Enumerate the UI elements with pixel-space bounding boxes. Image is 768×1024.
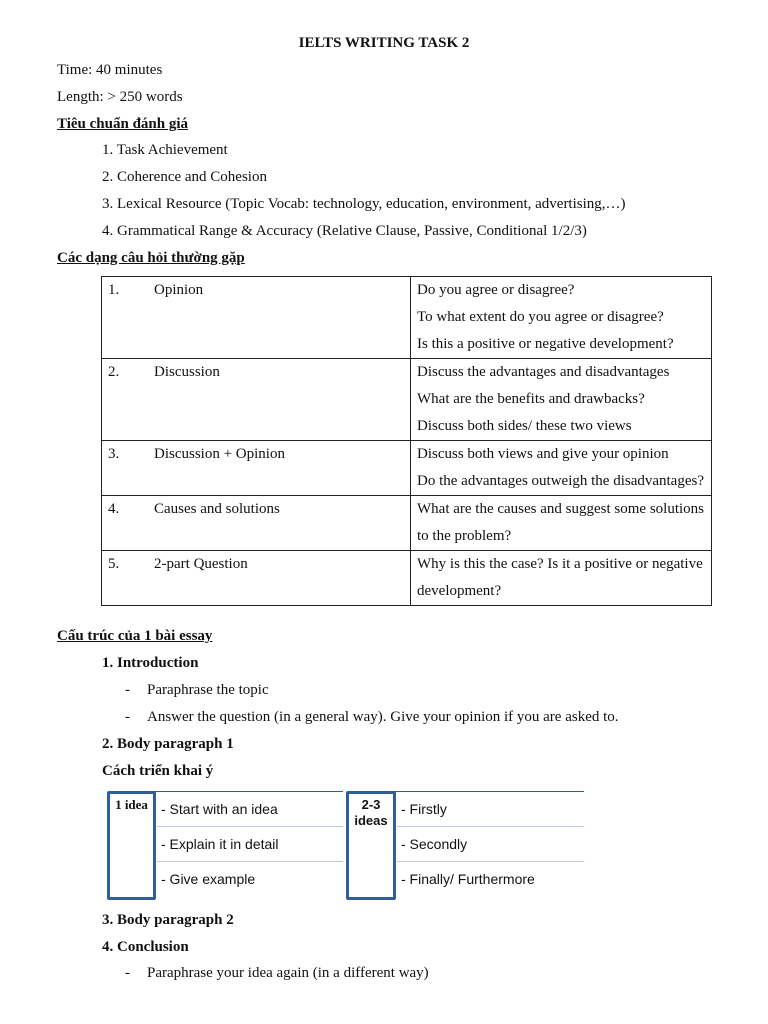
bullet-dash: - <box>125 965 130 981</box>
row-number: 1. <box>108 282 120 298</box>
question-type: Causes and solutions <box>154 501 280 517</box>
list-item: - Give example <box>161 871 256 887</box>
question-type: Discussion + Opinion <box>154 446 285 462</box>
question-type: Discussion <box>154 364 220 380</box>
row-number: 3. <box>108 446 120 462</box>
time-info: Time: 40 minutes <box>57 62 163 78</box>
length-info: Length: > 250 words <box>57 89 183 105</box>
row-number: 2. <box>108 364 120 380</box>
table-row <box>102 441 712 496</box>
table-row <box>102 359 712 441</box>
question-text: development? <box>417 583 502 599</box>
question-type: 2-part Question <box>154 556 248 572</box>
question-text: Is this a positive or negative development? <box>417 336 674 352</box>
introduction-label: 1. Introduction <box>102 655 199 671</box>
question-text: To what extent do you agree or disagree? <box>417 309 664 325</box>
question-text: Discuss both views and give your opinion <box>417 446 669 462</box>
question-types-heading: Các dạng câu hỏi thường gặp <box>57 250 245 266</box>
essay-structure-heading: Cấu trúc của 1 bài essay <box>57 628 213 644</box>
bullet-dash: - <box>125 709 130 725</box>
one-idea-tag: 1 idea <box>115 797 148 812</box>
criteria-item: 3. Lexical Resource (Topic Vocab: technology, education, environment, advertising,…) <box>102 196 626 212</box>
row-number: 5. <box>108 556 120 572</box>
table-row <box>102 277 712 359</box>
page-title: IELTS WRITING TASK 2 <box>298 35 470 51</box>
question-text: What are the benefits and drawbacks? <box>417 391 645 407</box>
list-item <box>125 682 269 699</box>
list-item <box>125 709 619 726</box>
criteria-item: 2. Coherence and Cohesion <box>102 169 267 185</box>
multi-ideas-box <box>346 791 396 900</box>
question-text: Do you agree or disagree? <box>417 282 575 298</box>
question-text: Do the advantages outweigh the disadvantages? <box>417 473 704 489</box>
question-type: Opinion <box>154 282 204 298</box>
row-number: 4. <box>108 501 120 517</box>
multi-ideas-tag: 2-3 <box>361 797 381 812</box>
body-paragraph-1-label: 2. Body paragraph 1 <box>102 736 234 752</box>
question-types-table <box>101 276 712 606</box>
criteria-heading: Tiêu chuẩn đánh giá <box>57 116 189 132</box>
question-text: What are the causes and suggest some solutions <box>417 501 705 517</box>
bullet-text: Answer the question (in a general way). Give your opinion if you are asked to. <box>147 709 619 725</box>
list-item: - Start with an idea <box>157 792 343 827</box>
conclusion-label: 4. Conclusion <box>102 939 189 955</box>
table-row <box>102 496 712 551</box>
one-idea-box <box>107 791 156 900</box>
bullet-text: Paraphrase your idea again (in a different way) <box>147 965 429 981</box>
list-item: - Finally/ Furthermore <box>401 871 535 887</box>
question-text: Why is this the case? Is it a positive or negative <box>417 556 703 572</box>
criteria-item: 4. Grammatical Range & Accuracy (Relative Clause, Passive, Conditional 1/2/3) <box>102 223 587 239</box>
criteria-item: 1. Task Achievement <box>102 142 228 158</box>
list-item: - Secondly <box>397 827 584 862</box>
bullet-text: Paraphrase the topic <box>147 682 269 698</box>
body-paragraph-2-label: 3. Body paragraph 2 <box>102 912 234 928</box>
list-item: - Firstly <box>397 792 584 827</box>
development-label: Cách triển khai ý <box>102 763 214 779</box>
question-text: Discuss both sides/ these two views <box>417 418 632 434</box>
question-text: Discuss the advantages and disadvantages <box>417 364 670 380</box>
question-text: to the problem? <box>417 528 512 544</box>
list-item: - Explain it in detail <box>157 827 343 862</box>
bullet-dash: - <box>125 682 130 698</box>
multi-ideas-tag: ideas <box>354 813 388 828</box>
list-item <box>125 965 429 982</box>
table-row <box>102 551 712 606</box>
